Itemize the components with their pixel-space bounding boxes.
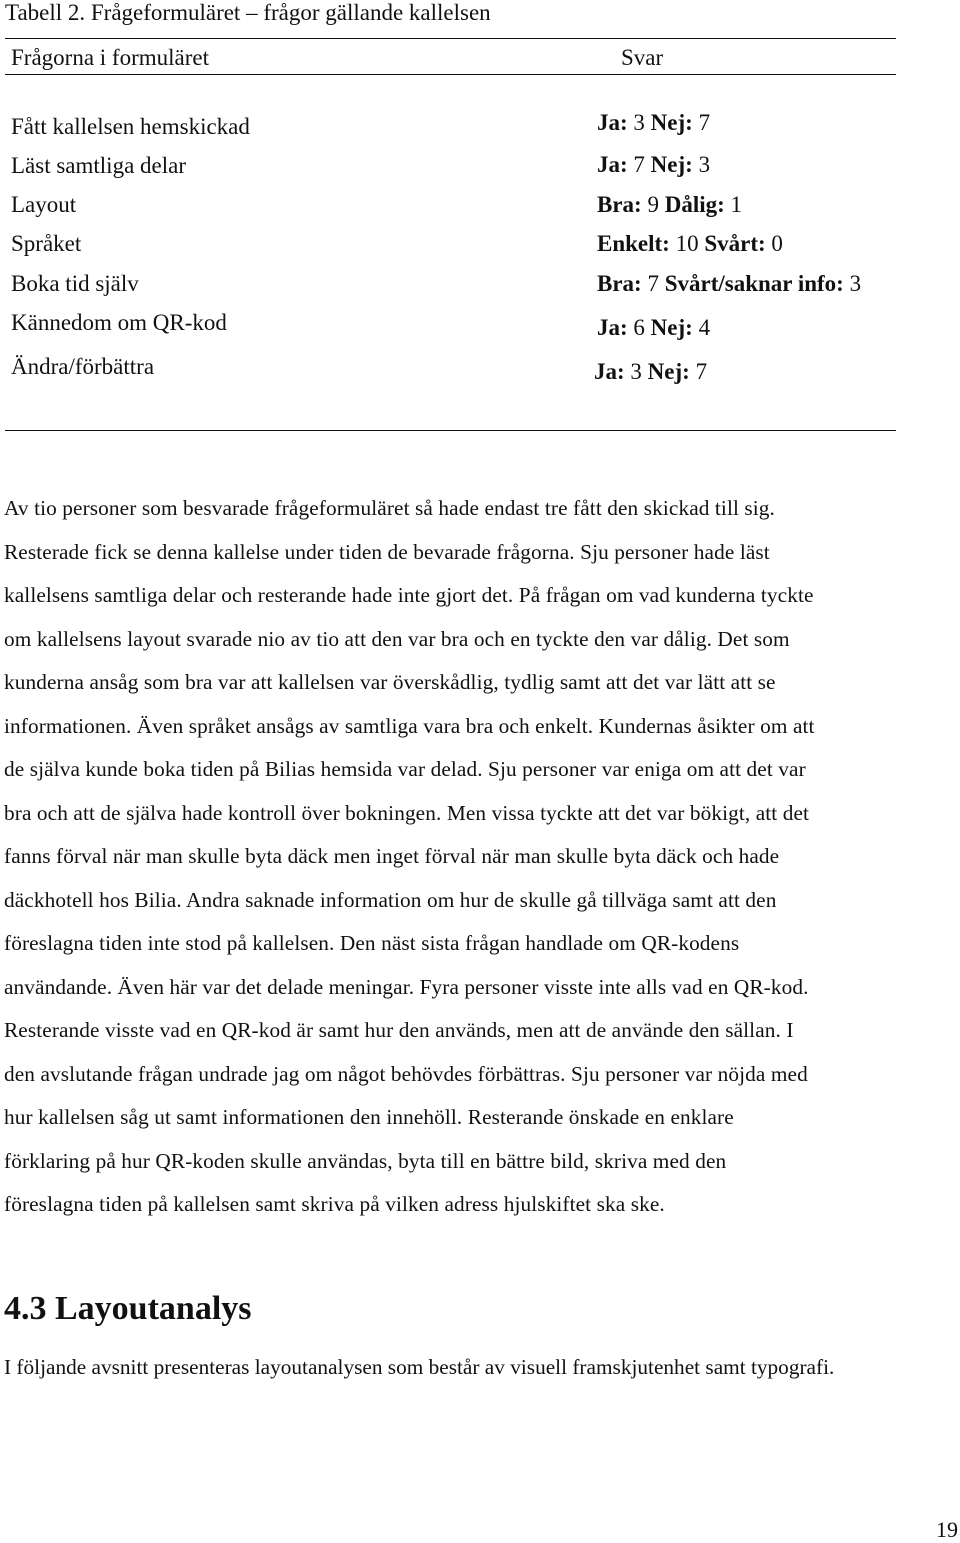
question-cell: Ändra/förbättra bbox=[11, 354, 155, 379]
paragraph-line: föreslagna tiden inte stod på kallelsen. Den näst sista frågan handlade om QR-kodens bbox=[4, 931, 740, 955]
question-cell: Läst samtliga delar bbox=[11, 153, 186, 178]
table-caption: Tabell 2. Frågeformuläret – frågor gällande kallelsen bbox=[5, 0, 491, 25]
paragraph-line: Resterade fick se denna kallelse under tiden de bevarade frågorna. Sju personer hade läst bbox=[4, 539, 770, 564]
answer-cell: Ja: 3 Nej: 7 bbox=[597, 110, 711, 135]
table-rule-header bbox=[5, 74, 896, 75]
paragraph-line: fanns förval när man skulle byta däck men inget förval när man skulle byta däck och hade bbox=[4, 844, 780, 868]
paragraph-line: bra och att de själva hade kontroll över bokningen. Men vissa tyckte att det var bökigt, att det bbox=[4, 800, 810, 825]
paragraph-line: hur kallelsen såg ut samt informationen den innehöll. Resterande önskade en enklare bbox=[4, 1105, 734, 1129]
answer-cell: Ja: 7 Nej: 3 bbox=[597, 152, 711, 177]
paragraph-line: däckhotell hos Bilia. Andra saknade information om hur de skulle gå tillväga samt att den bbox=[4, 887, 777, 912]
question-cell: Kännedom om QR-kod bbox=[11, 310, 227, 335]
body-paragraph bbox=[4, 487, 959, 1227]
answer-cell: Ja: 3 Nej: 7 bbox=[594, 359, 708, 384]
table-header-answer: Svar bbox=[621, 45, 664, 70]
paragraph-line: förklaring på hur QR-koden skulle användas, byta till en bättre bild, skriva med den bbox=[4, 1148, 727, 1173]
paragraph-line: Av tio personer som besvarade frågeformuläret så hade endast tre fått den skickad till sig. bbox=[4, 496, 775, 520]
question-cell: Boka tid själv bbox=[11, 271, 139, 296]
question-cell: Språket bbox=[11, 231, 82, 256]
answer-cell: Bra: 9 Dålig: 1 bbox=[597, 192, 743, 217]
question-cell: Fått kallelsen hemskickad bbox=[11, 114, 250, 139]
table-header-question: Frågorna i formuläret bbox=[11, 45, 209, 70]
paragraph-line: kallelsens samtliga delar och resterande hade inte gjort det. På frågan om vad kunderna tyckte bbox=[4, 583, 814, 607]
section-intro: I följande avsnitt presenteras layoutanalysen som består av visuell framskjutenhet samt typografi. bbox=[4, 1355, 835, 1379]
section-heading: 4.3 Layoutanalys bbox=[4, 1290, 252, 1327]
paragraph-line: Resterande visste vad en QR-kod är samt hur den används, men att de använde den sällan. I bbox=[4, 1018, 794, 1042]
answer-cell: Bra: 7 Svårt/saknar info: 3 bbox=[597, 271, 862, 296]
table-rule-top bbox=[5, 38, 896, 39]
answer-cell: Ja: 6 Nej: 4 bbox=[597, 315, 711, 340]
question-cell: Layout bbox=[11, 192, 77, 217]
paragraph-line: om kallelsens layout svarade nio av tio att den var bra och en tyckte den var dålig. Det som bbox=[4, 626, 790, 651]
table-rule-bottom bbox=[5, 430, 896, 431]
paragraph-line: föreslagna tiden på kallelsen samt skriva på vilken adress hjulskiftet ska ske. bbox=[4, 1192, 665, 1216]
paragraph-line: informationen. Även språket ansågs av samtliga vara bra och enkelt. Kundernas åsikter om att bbox=[4, 713, 815, 738]
paragraph-line: den avslutande frågan undrade jag om något behövdes förbättras. Sju personer var nöjda med bbox=[4, 1061, 808, 1086]
paragraph-line: användande. Även här var det delade meningar. Fyra personer visste inte alls vad en QR-kod. bbox=[4, 974, 809, 999]
page-number: 19 bbox=[936, 1517, 958, 1542]
paragraph-line: kunderna ansåg som bra var att kallelsen var överskådlig, tydlig samt att det var lätt att se bbox=[4, 670, 776, 694]
answer-cell: Enkelt: 10 Svårt: 0 bbox=[597, 231, 783, 256]
paragraph-line: de själva kunde boka tiden på Bilias hemsida var delad. Sju personer var eniga om att det var bbox=[4, 757, 806, 781]
